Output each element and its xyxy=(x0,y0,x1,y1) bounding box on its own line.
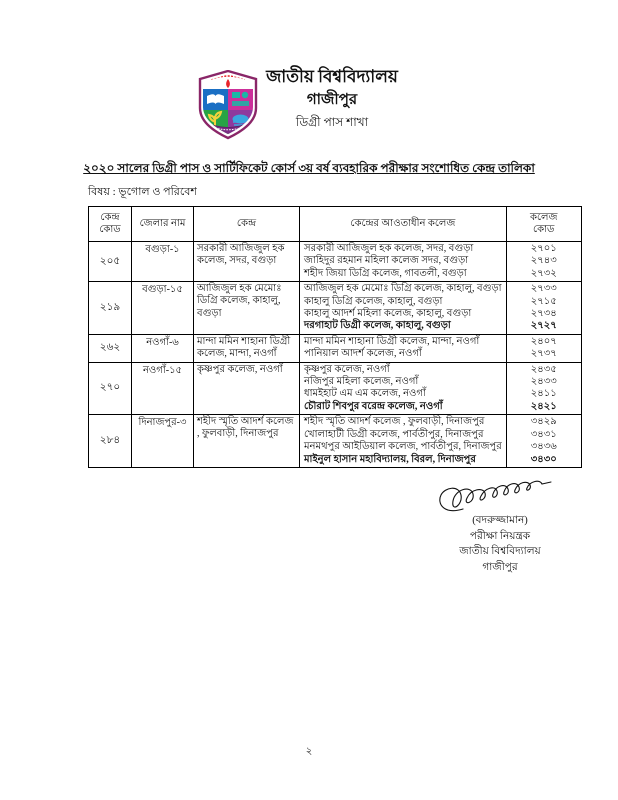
exam-center-table xyxy=(88,206,582,468)
college-name: মনমথপুর আইডিয়াল কলেজ, পার্বতীপুর, দিনাজপুর xyxy=(304,441,502,453)
signatory-name: (বদরুজ্জামান) xyxy=(472,515,528,526)
college-code: ২৭১৫ xyxy=(530,295,557,307)
college-code: ২৭৩২ xyxy=(530,267,557,279)
center-name-cell: কৃষ্ণপুর কলেজ, নওগাঁ xyxy=(194,362,300,415)
center-name-cell: মান্দা মমিন শাহানা ডিগ্রী কলেজ, মান্দা, নওগাঁ xyxy=(194,334,300,362)
center-code-cell: ২৬২ xyxy=(89,334,132,362)
district-cell: নওগাঁ-৬ xyxy=(132,334,194,362)
college-code: ২৭৩৪ xyxy=(530,308,557,320)
header-center-code: কেন্দ্র কোড xyxy=(89,207,132,242)
center-group-row xyxy=(89,415,582,468)
college-code: ২৪৩৩ xyxy=(530,376,557,388)
center-name-cell: আজিজুল হক মেমোঃ ডিগ্রি কলেজ, কাহালু, বগুড়া xyxy=(194,282,300,335)
college-name: জাহিদুর রহমান মহিলা কলেজ সদর, বগুড়া xyxy=(304,255,469,267)
college-code: ২৭২৭ xyxy=(530,320,557,332)
college-code: ৩৪৩০ xyxy=(530,453,557,465)
center-name-cell: শহীদ স্মৃতি আদর্শ কলেজ , ফুলবাড়ী, দিনাজপুর xyxy=(194,415,300,468)
college-names-cell xyxy=(300,282,507,335)
subject-line: বিষয় : ভূগোল ও পরিবেশ xyxy=(88,186,197,198)
college-code: ৩৪৩১ xyxy=(530,428,557,440)
handwritten-signature-icon xyxy=(429,479,571,517)
header-district: জেলার নাম xyxy=(132,207,194,242)
college-name: শহীদ স্মৃতি আদর্শ কলেজ , ফুলবাড়ী, দিনাজপুর xyxy=(304,416,485,428)
org-branch: ডিগ্রী পাস শাখা xyxy=(295,115,369,129)
college-name: খোলাহাটী ডিগ্রী কলেজ, পার্বতীপুর, দিনাজপুর xyxy=(304,428,484,440)
page-number: ২ xyxy=(305,746,313,757)
signatory-location: গাজীপুর xyxy=(482,561,518,573)
center-group-row xyxy=(89,334,582,362)
district-cell: বগুড়া-১ xyxy=(132,242,194,282)
college-names-cell xyxy=(300,242,507,282)
college-name: পানিয়াল আদর্শ কলেজ, নওগাঁ xyxy=(304,348,422,360)
center-group-row xyxy=(89,282,582,335)
college-codes-cell xyxy=(506,415,581,468)
center-table-body xyxy=(89,242,582,468)
college-name: মাইনুল হাসান মহাবিদ্যালয়, বিরল, দিনাজপুর xyxy=(304,453,476,465)
college-codes-cell xyxy=(506,242,581,282)
signatory-designation: পরীক্ষা নিয়ন্ত্রক xyxy=(469,530,531,542)
college-codes-cell xyxy=(506,334,581,362)
center-code-cell: ২১৯ xyxy=(89,282,132,335)
table-header xyxy=(89,207,582,242)
college-codes-cell xyxy=(506,362,581,415)
college-code: ২৭০১ xyxy=(530,243,557,254)
college-code: ২৭৩৩ xyxy=(530,283,557,295)
center-group-row xyxy=(89,242,582,282)
college-code: ২৭৩৭ xyxy=(530,348,557,360)
center-code-cell: ২০৫ xyxy=(89,242,132,282)
college-codes-cell xyxy=(506,282,581,335)
signature-block xyxy=(418,479,582,575)
district-cell: নওগাঁ-১৫ xyxy=(132,362,194,415)
center-code-cell: ২৭০ xyxy=(89,362,132,415)
college-code: ৩৪২৯ xyxy=(530,416,557,428)
college-names-cell xyxy=(300,362,507,415)
center-code-cell: ২৮৪ xyxy=(89,415,132,468)
college-code: ৩৪৩৬ xyxy=(530,441,557,453)
college-name: কাহালু আদর্শ মহিলা কলেজ, কাহালু, বগুড়া xyxy=(304,308,472,320)
document-title: ২০২০ সালের ডিগ্রী পাস ও সার্টিফিকেট কোর্স ৩য় বর্ষ ব্যবহারিক পরীক্ষার সংশোধিত কেন্দ্র তালিকা xyxy=(83,161,535,175)
college-name: নজিপুর মহিলা কলেজ, নওগাঁ xyxy=(304,376,419,388)
district-cell: দিনাজপুর-৩ xyxy=(132,415,194,468)
org-name: জাতীয় বিশ্ববিদ্যালয় xyxy=(266,67,398,86)
college-code: ২৪৩৫ xyxy=(530,363,557,375)
header-college-code: কলেজ কোড xyxy=(506,207,581,242)
college-name: আজিজুল হক মেমোঃ ডিগ্রি কলেজ, কাহালু, বগুড়া xyxy=(304,283,502,295)
college-name: ধামইহাট এম এম কলেজ, নওগাঁ xyxy=(304,388,426,400)
college-name: শহীদ জিয়া ডিগ্রি কলেজ, গাবতলী, বগুড়া xyxy=(304,267,467,279)
college-name: মান্দা মমিন শাহানা ডিগ্রী কলেজ, মান্দা, নওগাঁ xyxy=(304,335,480,347)
college-name: চৌরাট শিবপুর বরেন্দ্র কলেজ, নওগাঁ xyxy=(304,400,443,412)
college-names-cell xyxy=(300,334,507,362)
college-name: কাহালু ডিগ্রি কলেজ, কাহালু, বগুড়া xyxy=(304,295,443,307)
college-code: ২৪০৭ xyxy=(530,335,557,347)
signatory-org: জাতীয় বিশ্ববিদ্যালয় xyxy=(459,546,541,557)
org-location: গাজীপুর xyxy=(306,92,358,108)
college-name: সরকারী আজিজুল হক কলেজ, সদর, বগুড়া xyxy=(304,243,474,254)
college-code: ২৪১১ xyxy=(530,388,557,400)
center-group-row xyxy=(89,362,582,415)
center-name-cell: সরকারী আজিজুল হক কলেজ, সদর, বগুড়া xyxy=(194,242,300,282)
college-name: দরগাহাট ডিগ্রী কলেজ, কাহালু, বগুড়া xyxy=(304,320,451,332)
district-cell: বগুড়া-১৫ xyxy=(132,282,194,335)
college-names-cell xyxy=(300,415,507,468)
header-colleges: কেন্দ্রের আওতাধীন কলেজ xyxy=(300,207,507,242)
college-code: ২৪২১ xyxy=(530,400,557,412)
letterhead xyxy=(242,66,422,132)
college-code: ২৭৪৩ xyxy=(530,255,557,267)
header-center: কেন্দ্র xyxy=(194,207,300,242)
college-name: কৃষ্ণপুর কলেজ, নওগাঁ xyxy=(304,363,390,375)
